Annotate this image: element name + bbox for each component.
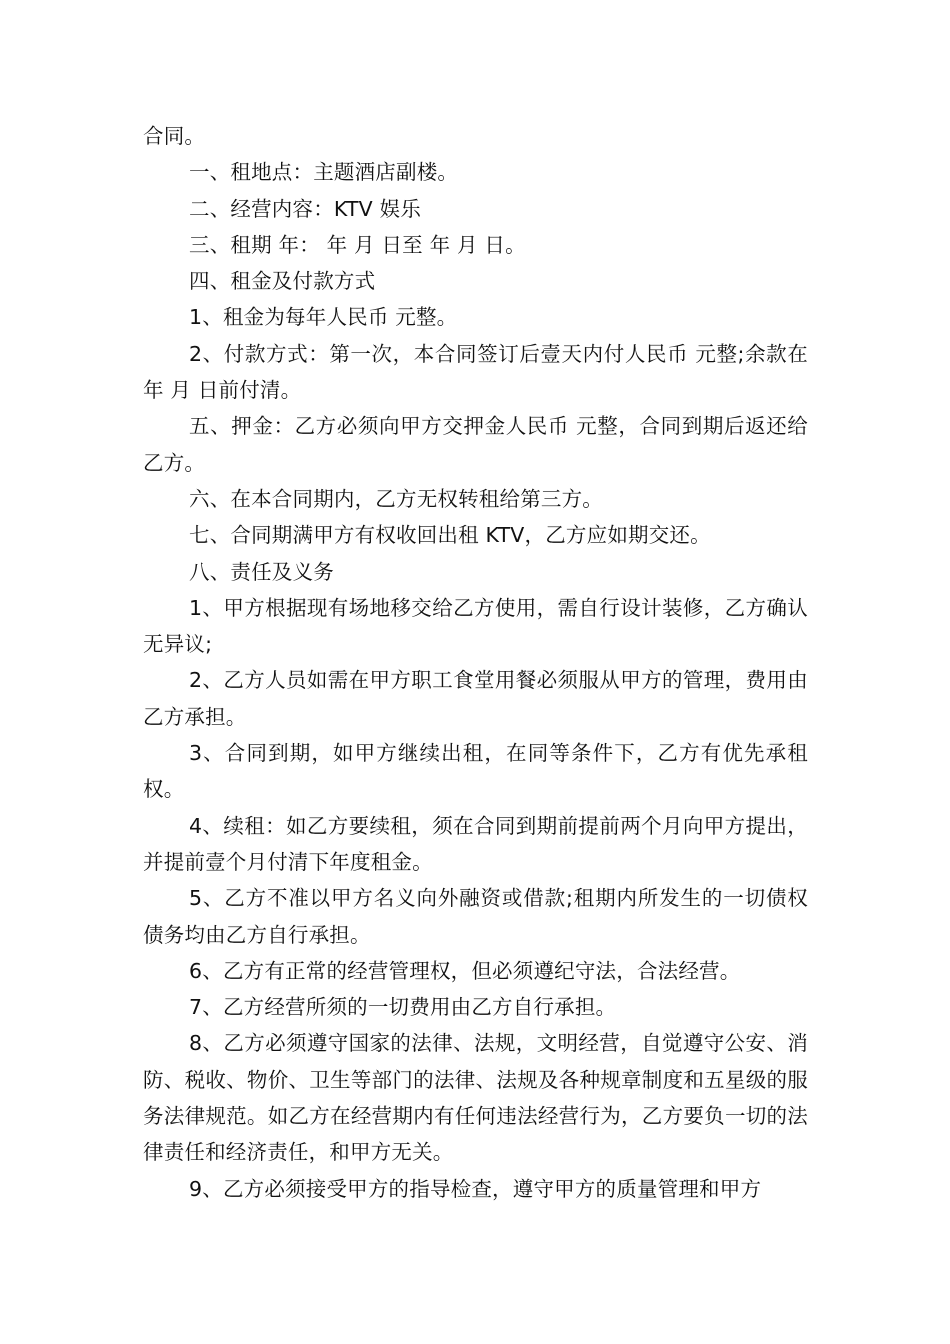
paragraph-contract-tail: 合同。 (143, 124, 206, 148)
duty-item-7: 7、乙方经营所须的一切费用由乙方自行承担。 (189, 995, 617, 1020)
duty-item-5: 5、乙方不准以甲方名义向外融资或借款;租期内所发生的一切债权债务均由乙方自行承担。 (143, 886, 808, 947)
duty-item-2: 2、乙方人员如需在甲方职工食堂用餐必须服从甲方的管理，费用由乙方承担。 (143, 668, 808, 729)
clause-no-sublease: 六、在本合同期内，乙方无权转租给第三方。 (189, 486, 603, 511)
duty-item-1: 1、甲方根据现有场地移交给乙方使用，需自行设计装修，乙方确认无异议; (143, 595, 808, 657)
duty-item-4: 4、续租：如乙方要续租，须在合同到期前提前两个月向甲方提出，并提前壹个月付清下年度租金。 (143, 813, 808, 874)
document-body (143, 118, 808, 1207)
duty-item-6: 6、乙方有正常的经营管理权，但必须遵纪守法，合法经营。 (189, 958, 741, 983)
clause-business-content: 二、经营内容：KTV 娱乐 (189, 196, 422, 221)
duty-item-9: 9、乙方必须接受甲方的指导检查，遵守甲方的质量管理和甲方 (189, 1176, 762, 1201)
clause-duties-heading: 八、责任及义务 (189, 559, 334, 584)
duty-item-8: 8、乙方必须遵守国家的法律、法规，文明经营，自觉遵守公安、消防、税收、物价、卫生等部门的法律、法规及各种规章制度和五星级的服务法律规范。如乙方在经营期内有任何违法经营行为，乙方要负一切的法律责任和经济责任，和甲方无关。 (143, 1031, 808, 1165)
clause-lease-term: 三、租期 年： 年 月 日至 年 月 日。 (189, 232, 526, 257)
clause-deposit: 五、押金：乙方必须向甲方交押金人民币 元整，合同到期后返还给乙方。 (143, 414, 808, 475)
clause-rent-payment-heading: 四、租金及付款方式 (189, 269, 376, 294)
clause-rent-amount: 1、租金为每年人民币 元整。 (189, 305, 458, 330)
clause-expiry-return: 七、合同期满甲方有权收回出租 KTV，乙方应如期交还。 (189, 523, 711, 548)
clause-rental-location: 一、租地点：主题酒店副楼。 (189, 160, 459, 185)
duty-item-3: 3、合同到期，如甲方继续出租，在同等条件下，乙方有优先承租权。 (143, 741, 808, 802)
clause-payment-method: 2、付款方式：第一次，本合同签订后壹天内付人民币 元整;余款在 年 月 日前付清。 (143, 341, 808, 403)
